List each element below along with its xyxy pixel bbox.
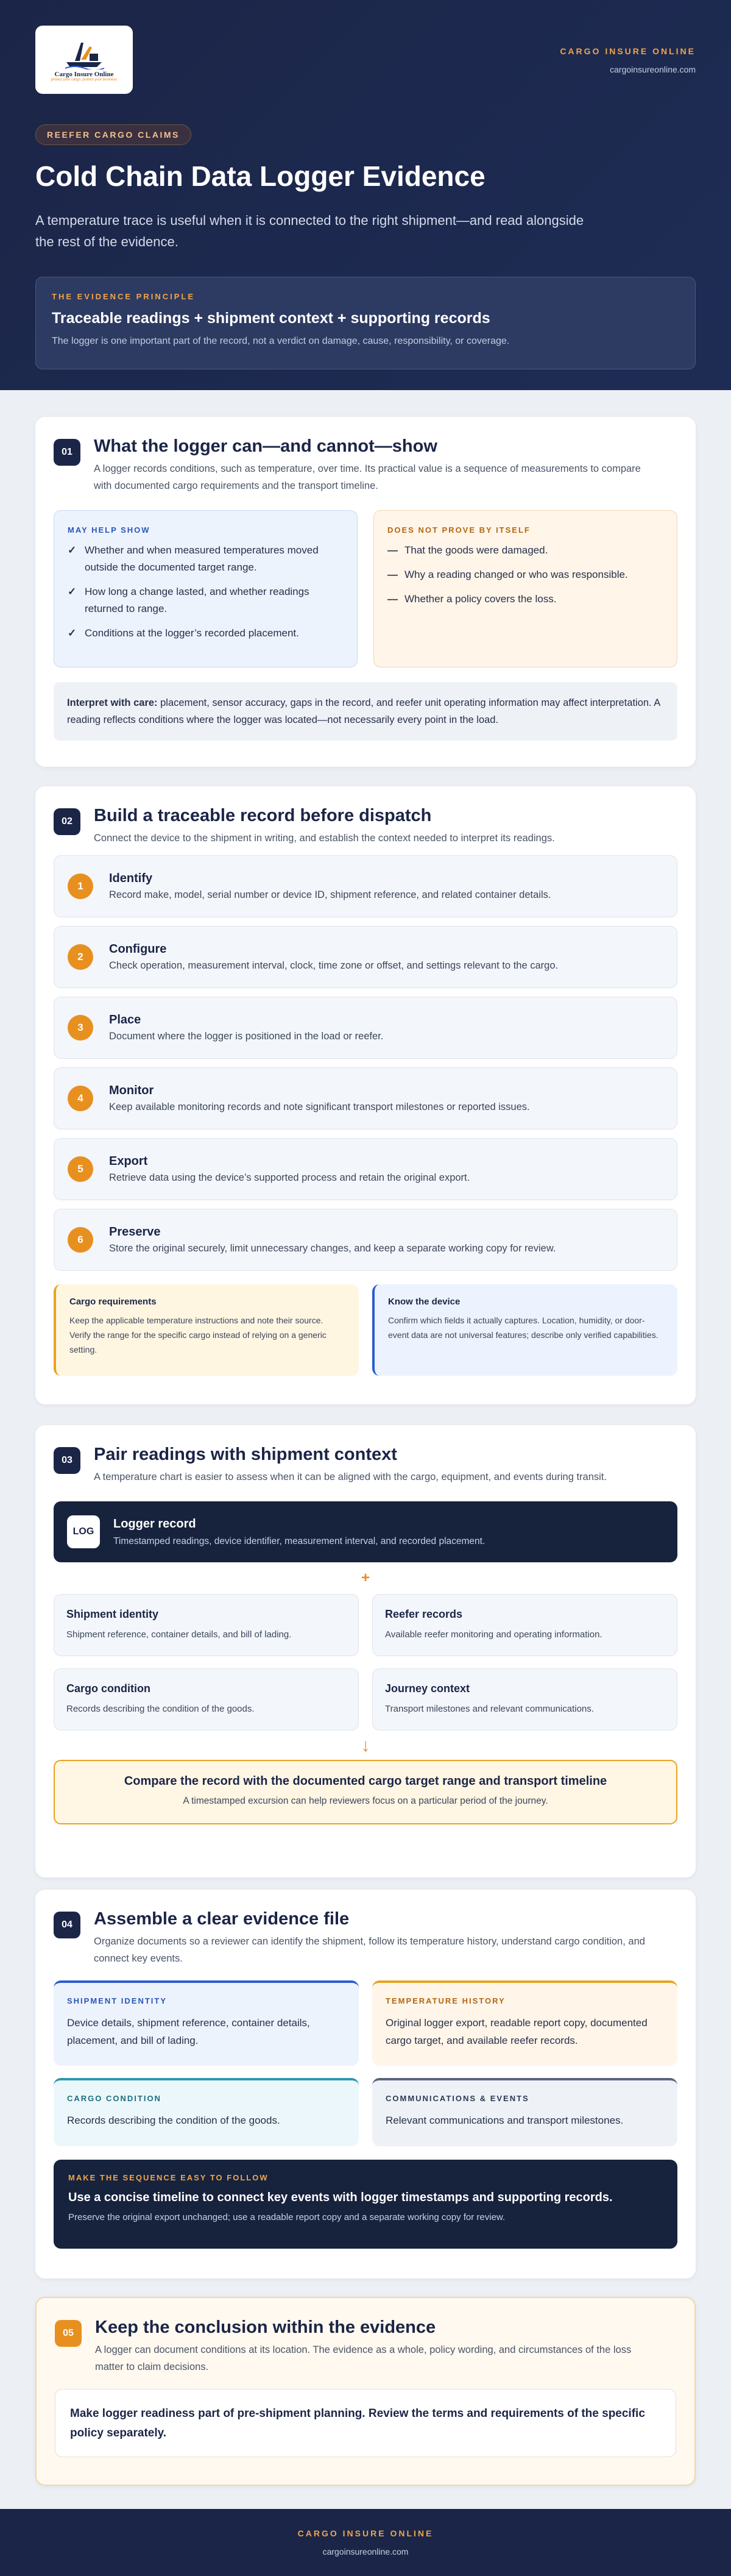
section-desc: A logger records conditions, such as temperature, over time. Its practical value is a sequence of measurements to compare with documented cargo requirements and the transport timeline. xyxy=(94,463,641,491)
evidence-principle-box xyxy=(35,277,696,369)
logo-tagline: protect your cargo, protect your business xyxy=(51,78,118,82)
logger-record-box xyxy=(54,1501,677,1562)
shipment-identity-item: Shipment identity Shipment reference, container details, and bill of lading. xyxy=(54,1594,359,1656)
logger-record-desc: Timestamped readings, device identifier, measurement interval, and recorded placement. xyxy=(113,1535,486,1546)
interpret-note: Interpret with care: placement, sensor accuracy, gaps in the record, and reefer unit operating information may affect interpretation. A reading reflects conditions where the logger was located—not necessarily every point in the load. xyxy=(54,682,677,741)
compare-box: Compare the record with the documented cargo target range and transport timeline A timestamped excursion can help reviewers focus on a particular period of the journey. xyxy=(54,1760,677,1824)
section-title: Pair readings with shipment context xyxy=(94,1445,397,1464)
cargo-condition-item: Cargo condition Records describing the condition of the goods. xyxy=(54,1668,359,1731)
log-badge-icon: LOG xyxy=(67,1515,100,1548)
check-icon: ✓ xyxy=(68,544,77,556)
principle-title: Traceable readings + shipment context + supporting records xyxy=(52,310,490,327)
check-icon: ✓ xyxy=(68,586,77,597)
dash-icon: — xyxy=(387,593,398,605)
list-item: — That the goods were damaged. xyxy=(387,542,663,559)
does-not-prove-box xyxy=(373,510,677,667)
step-identify: 1 Identify Record make, model, serial number or device ID, shipment reference, and related container details. xyxy=(54,855,677,917)
dash-icon: — xyxy=(387,544,398,556)
logo-name: Cargo Insure Online xyxy=(54,71,114,78)
site-name: CARGO INSURE ONLINE xyxy=(560,46,696,56)
list-item: ✓ Conditions at the logger’s recorded placement. xyxy=(68,625,344,642)
shipment-identity-box: SHIPMENT IDENTITY Device details, shipment reference, container details, placement, and bill of lading. xyxy=(54,1980,359,2066)
category-pill: REEFER CARGO CLAIMS xyxy=(35,124,191,145)
step-export: 5 Export Retrieve data using the device’s supported process and retain the original export. xyxy=(54,1138,677,1200)
hero-header xyxy=(0,0,731,390)
page-title: Cold Chain Data Logger Evidence xyxy=(35,160,486,192)
section-title: Keep the conclusion within the evidence xyxy=(95,2318,436,2337)
ship-logo-icon xyxy=(63,38,105,69)
does-not-prove-label: DOES NOT PROVE BY ITSELF xyxy=(387,525,531,535)
section-conclusion xyxy=(35,2297,696,2486)
conclusion-box: Make logger readiness part of pre-shipment planning. Review the terms and requirements of the specific policy separately. xyxy=(55,2389,676,2457)
list-item: ✓ Whether and when measured temperatures moved outside the documented target range. xyxy=(68,542,344,576)
section-number: 01 xyxy=(54,439,80,466)
may-help-show-box xyxy=(54,510,358,667)
principle-desc: The logger is one important part of the record, not a verdict on damage, cause, responsibility, or coverage. xyxy=(52,336,510,346)
step-preserve: 6 Preserve Store the original securely, limit unnecessary changes, and keep a separate working copy for review. xyxy=(54,1209,677,1271)
reefer-records-item: Reefer records Available reefer monitoring and operating information. xyxy=(372,1594,677,1656)
cargo-requirements-tip: Cargo requirements Keep the applicable temperature instructions and note their source. Verify the range for the specific cargo instead of relying on a generic setting. xyxy=(54,1284,359,1376)
section-traceable-record xyxy=(35,786,696,1404)
brand-block xyxy=(560,46,696,74)
section-number: 03 xyxy=(54,1447,80,1474)
section-title: Assemble a clear evidence file xyxy=(94,1909,350,1929)
plus-icon: + xyxy=(361,1570,370,1586)
journey-context-item: Journey context Transport milestones and relevant communications. xyxy=(372,1668,677,1731)
section-title: Build a traceable record before dispatch xyxy=(94,806,432,825)
footer-site-name: CARGO INSURE ONLINE xyxy=(297,2528,434,2538)
section-desc: Connect the device to the shipment in writing, and establish the context needed to interpret its readings. xyxy=(94,833,555,844)
footer-url-link[interactable]: cargoinsureonline.com xyxy=(322,2547,409,2556)
step-monitor: 4 Monitor Keep available monitoring records and note significant transport milestones or reported issues. xyxy=(54,1067,677,1130)
section-desc: A temperature chart is easier to assess when it can be aligned with the cargo, equipment, and events during transit. xyxy=(94,1471,607,1482)
arrow-down-icon: ↓ xyxy=(361,1735,370,1756)
logger-record-title: Logger record xyxy=(113,1517,196,1531)
sequence-box: MAKE THE SEQUENCE EASY TO FOLLOW Use a concise timeline to connect key events with logger timestamps and supporting records. Preserve the original export unchanged; use a readable report copy and a separate working copy for review. xyxy=(54,2160,677,2249)
cargo-condition-box: CARGO CONDITION Records describing the condition of the goods. xyxy=(54,2078,359,2146)
list-item: — Whether a policy covers the loss. xyxy=(387,591,663,608)
may-help-label: MAY HELP SHOW xyxy=(68,525,150,535)
section-shipment-context xyxy=(35,1425,696,1877)
section-title: What the logger can—and cannot—show xyxy=(94,436,437,456)
dash-icon: — xyxy=(387,569,398,580)
communications-events-box: COMMUNICATIONS & EVENTS Relevant communications and transport milestones. xyxy=(372,2078,677,2146)
temperature-history-box: TEMPERATURE HISTORY Original logger export, readable report copy, documented cargo target, and available reefer records. xyxy=(372,1980,677,2066)
section-number: 04 xyxy=(54,1912,80,1938)
principle-label: THE EVIDENCE PRINCIPLE xyxy=(52,292,196,301)
list-item: — Why a reading changed or who was responsible. xyxy=(387,566,663,583)
section-desc: A logger can document conditions at its location. The evidence as a whole, policy wording, and circumstances of the loss matter to claim decisions. xyxy=(95,2344,632,2372)
step-configure: 2 Configure Check operation, measurement interval, clock, time zone or offset, and settings relevant to the cargo. xyxy=(54,926,677,988)
site-url-link[interactable]: cargoinsureonline.com xyxy=(610,65,696,74)
page-footer xyxy=(0,2509,731,2576)
section-desc: Organize documents so a reviewer can identify the shipment, follow its temperature history, understand cargo condition, and connect key events. xyxy=(94,1936,645,1964)
know-device-tip: Know the device Confirm which fields it actually captures. Location, humidity, or door-event data are not universal features; describe only verified capabilities. xyxy=(372,1284,677,1376)
page-lead: A temperature trace is useful when it is connected to the right shipment—and read alongside the rest of the evidence. xyxy=(35,213,584,249)
step-place: 3 Place Document where the logger is positioned in the load or reefer. xyxy=(54,997,677,1059)
section-logger-capabilities xyxy=(35,417,696,767)
check-icon: ✓ xyxy=(68,627,77,639)
company-logo[interactable] xyxy=(35,26,133,94)
section-evidence-file xyxy=(35,1890,696,2279)
section-number: 02 xyxy=(54,808,80,835)
section-number: 05 xyxy=(55,2320,82,2347)
list-item: ✓ How long a change lasted, and whether readings returned to range. xyxy=(68,583,344,617)
